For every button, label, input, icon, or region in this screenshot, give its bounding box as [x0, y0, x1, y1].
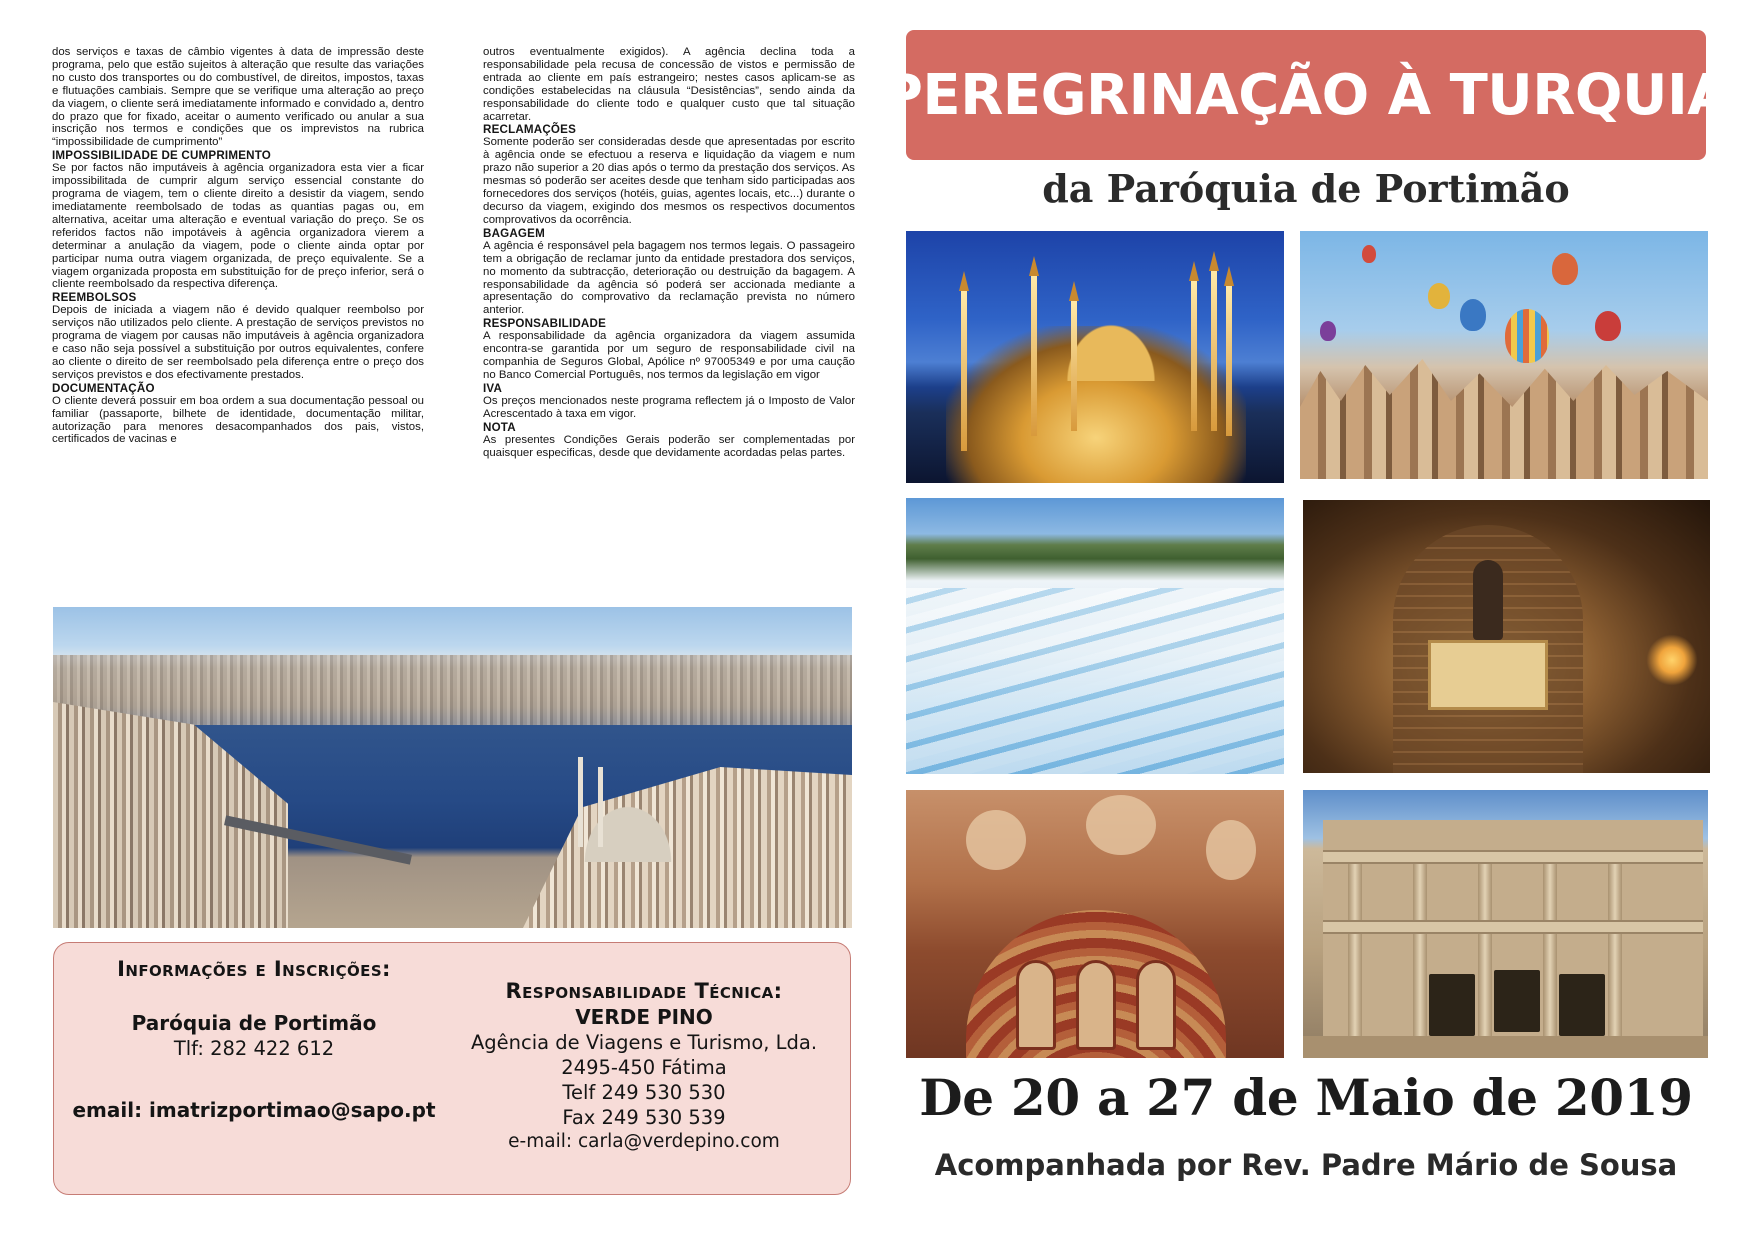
fresco-saint	[1076, 960, 1116, 1050]
fresco-figure	[1086, 795, 1156, 855]
statue	[1473, 560, 1503, 640]
column	[1543, 934, 1557, 1036]
column	[1608, 864, 1622, 920]
entablature	[1323, 920, 1703, 934]
terms-section-heading: IMPOSSIBILIDADE DE CUMPRIMENTO	[52, 149, 271, 163]
parish-phone: Tlf: 282 422 612	[173, 1037, 335, 1060]
virgin-mary-house-photo	[1303, 500, 1710, 773]
terms-paragraph: As presentes Condições Gerais poderão ser complementadas por quaisquer especificas, desde que devidamente acordadas pelas partes.	[483, 433, 855, 459]
agency-address: 2495-450 Fátima	[561, 1056, 727, 1079]
terms-paragraph: O cliente deverá possuir em boa ordem a sua documentação pessoal ou familiar (passaporte, bilhete de identidade, documentação militar, autorização para menores desacompanhados dos pais, vistos, certificados de vacinas e	[52, 394, 424, 446]
fresco-figure	[966, 810, 1026, 870]
column	[1413, 864, 1427, 920]
column	[1543, 864, 1557, 920]
library-of-celsus-photo	[1303, 790, 1708, 1058]
title-banner	[881, 30, 1731, 160]
agency-full-name: Agência de Viagens e Turismo, Lda.	[470, 1031, 818, 1054]
travertine-terraces	[906, 588, 1284, 774]
panorama-city-left	[53, 702, 288, 928]
agency-phone: Telf 249 530 530	[562, 1081, 726, 1104]
blue-mosque-photo	[906, 231, 1284, 483]
fresco-saint	[1016, 960, 1056, 1050]
doorway	[1559, 974, 1605, 1036]
terms-paragraph: Depois de iniciada a viagem não é devido qualquer reembolso por serviços não utilizados pelo cliente. A prestação de serviços previstos no programa de viagem por causas não imputáveis à agência organizadora e caso não seja possível a substituição por outros equivalentes, confere ao cliente o direito de ser reembolsado pela diferença entre o preço dos serviços previstos e dos efectivamente prestados.	[52, 304, 424, 381]
minaret	[1226, 286, 1232, 436]
panorama-minaret	[598, 767, 603, 847]
balloon	[1460, 299, 1486, 331]
pamukkale-terraces-photo	[906, 498, 1284, 774]
cappadocia-balloons-photo	[1300, 231, 1708, 479]
column	[1478, 864, 1492, 920]
contact-box	[53, 942, 851, 1195]
terms-section-heading: IVA	[483, 381, 503, 395]
contact-info-left	[54, 953, 454, 1122]
panorama-minaret	[578, 757, 583, 847]
page-subtitle: da Paróquia de Portimão	[1042, 166, 1570, 211]
ground	[1303, 1036, 1708, 1058]
terms-section-heading: RESPONSABILIDADE	[483, 317, 607, 331]
minaret	[1211, 271, 1217, 431]
minaret	[961, 291, 967, 451]
column	[1608, 934, 1622, 1036]
istanbul-panorama-photo	[53, 607, 852, 928]
parish-email[interactable]: email: imatrizportimao@sapo.pt	[72, 1098, 436, 1122]
terms-paragraph: Os preços mencionados neste programa reflectem já o Imposto de Valor Acrescentado à taxa em vigor.	[483, 394, 855, 420]
terms-paragraph: A responsabilidade da agência organizadora da viagem assumida encontra-se garantida por um seguro de responsabilidade civil na companhia de Seguros Global, Apólice nº 97005349 e por uma caução no Banco Comercial Português, nos termos da legislação em vigor	[483, 330, 855, 381]
balloon	[1552, 253, 1578, 285]
minaret	[1071, 301, 1077, 431]
agency-email[interactable]: e-mail: carla@verdepino.com	[508, 1131, 780, 1152]
column	[1348, 864, 1362, 920]
parish-name: Paróquia de Portimão	[131, 1011, 377, 1035]
agency-fax: Fax 249 530 539	[562, 1106, 726, 1129]
terms-paragraph: Se por factos não imputáveis à agência organizadora esta vier a ficar impossibilitada de cumprir algum serviço essencial constante do programa de viagem, tem o cliente direito a desistir da viagem, sendo imediatamente reembolsado de todas as quantias pagas ou, em alternativa, aceitar uma alteração e eventual variação do preço. Se os referidos factos não impotáveis à agência organizadora vierem a determinar a anulação da viagem, pode o cliente ainda optar por participar numa outra viagem organizada, de preço equivalente. Se a viagem organizada proposta em substituição for de preço inferior, será o cliente reembolsado da respectiva diferença.	[52, 162, 424, 291]
agency-name: VERDE PINO	[575, 1005, 713, 1029]
column	[1478, 934, 1492, 1036]
fairy-chimneys	[1300, 359, 1708, 479]
trip-dates: De 20 a 27 de Maio de 2019	[919, 1068, 1693, 1127]
candles	[1642, 630, 1702, 690]
balloon	[1595, 311, 1621, 341]
accompanied-by: Acompanhada por Rev. Padre Mário de Sousa	[934, 1148, 1678, 1182]
altar	[1428, 640, 1548, 710]
fresco-saint	[1136, 960, 1176, 1050]
balloon	[1362, 245, 1376, 263]
terms-column-1	[52, 46, 424, 594]
terms-paragraph: dos serviços e taxas de câmbio vigentes à data de impressão deste programa, pelo que estão sujeitos à alteração que resulte das variações no custo dos transportes ou do combustível, de direitos, impostos, taxas e flutuações cambiais. Sempre que se verifique uma alteração ao preço da viagem, o cliente será imediatamente informado e convidado a, dentro do prazo que for fixado, aceitar o aumento verificado ou anular a sua inscrição nos termos e condições que os imprevistos na rubrica “impossibilidade de cumprimento”	[52, 46, 424, 149]
terms-paragraph: Somente poderão ser consideradas desde que apresentadas por escrito à agência onde se efectuou a reserva e liquidação da viagem e num prazo não superior a 20 dias após o termo da prestação dos serviços. As mesmas só poderão ser aceites desde que tenham sido participadas aos fornecedores dos serviços (hotéis, guias, agentes locais, etc...) durante o decurso da viagem, exigindo dos mesmos os respectivos documentos comprovativos da ocorrência.	[483, 136, 855, 226]
doorway	[1429, 974, 1475, 1036]
doorway	[1494, 970, 1540, 1032]
terms-section-heading: RECLAMAÇÕES	[483, 123, 577, 137]
terms-paragraph: outros eventualmente exigidos). A agência declina toda a responsabilidade pela recusa de concessão de vistos e permissão de entrada ao cliente em país estrangeiro; nestes casos aplicam-se as condições estabelecidas na cláusula “Desistências”, sendo ainda da responsabilidade do cliente todo e qualquer custo que tal situação acarretar.	[483, 46, 855, 123]
panorama-mosque	[573, 792, 683, 862]
cave-church-frescoes-photo	[906, 790, 1284, 1058]
entablature	[1323, 850, 1703, 864]
technical-heading: Responsabilidade Técnica:	[505, 979, 783, 1003]
panorama-hills	[53, 655, 852, 725]
minaret	[1031, 276, 1037, 436]
terms-section-heading: REEMBOLSOS	[52, 291, 137, 305]
balloon	[1505, 309, 1549, 363]
fresco-figure	[1206, 820, 1256, 880]
balloon	[1320, 321, 1336, 341]
terms-section-heading: BAGAGEM	[483, 226, 545, 240]
terms-column-2	[483, 46, 855, 594]
contact-info-right	[434, 979, 854, 1152]
terms-section-heading: DOCUMENTAÇÃO	[52, 381, 155, 395]
page-title: PEREGRINAÇÃO À TURQUIA	[881, 62, 1731, 128]
column	[1348, 934, 1362, 1036]
column	[1413, 934, 1427, 1036]
info-heading: Informações e Inscrições:	[117, 957, 391, 981]
minaret	[1191, 281, 1197, 431]
terms-section-heading: NOTA	[483, 420, 516, 434]
balloon	[1428, 283, 1450, 309]
terms-paragraph: A agência é responsável pela bagagem nos termos legais. O passageiro tem a obrigação de reclamar junto da entidade prestadora dos serviços, no momento da subtracção, deterioração ou destruição da bagagem. A responsabilidade da agência só poderá ser accionada mediante a apresentação do comprovativo da reclamação prevista no número anterior.	[483, 239, 855, 317]
